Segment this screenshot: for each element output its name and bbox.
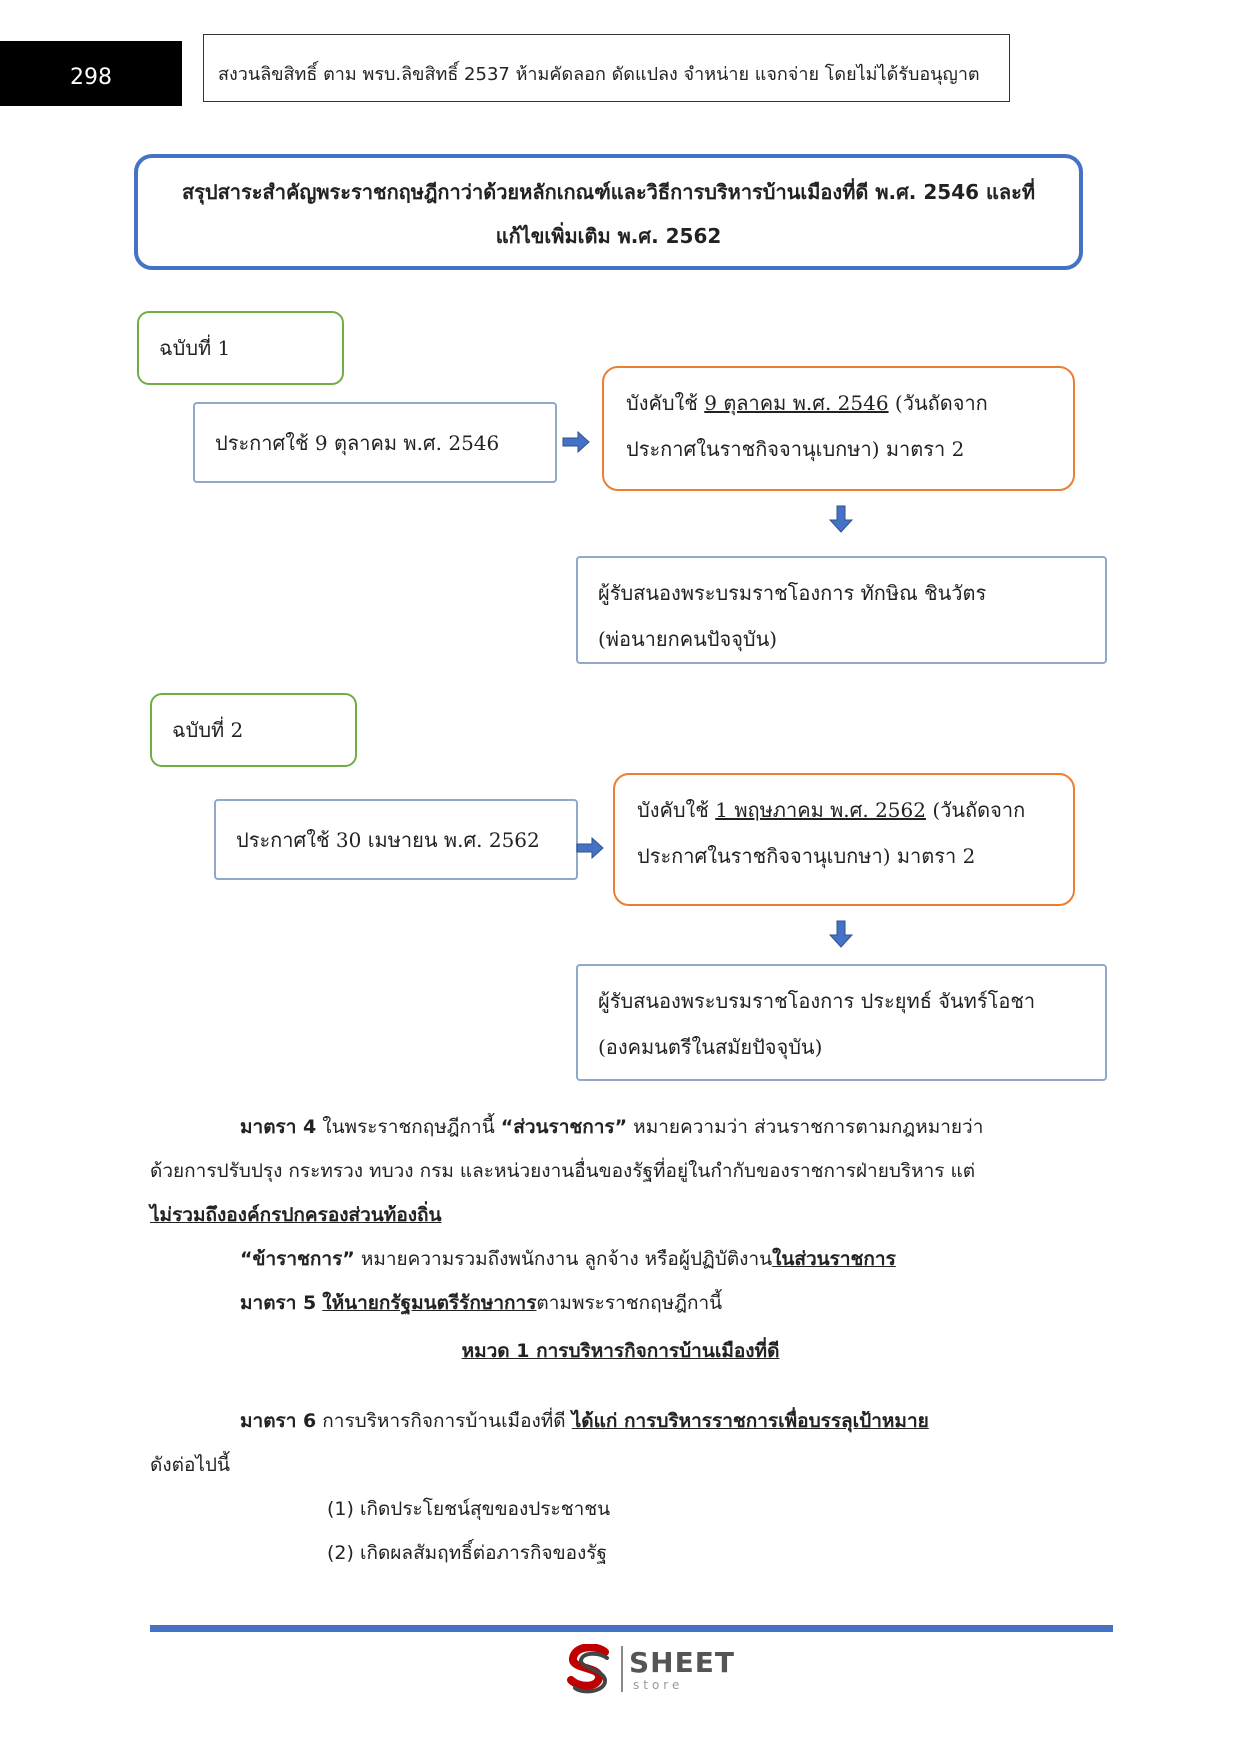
edition2-responsible-line1: ผู้รับสนองพระบรมราชโองการ ประยุทธ์ จันทร์โอชา	[598, 989, 1036, 1013]
edition2-responsible	[576, 964, 1107, 1081]
edition2-effective-date: 1 พฤษภาคม พ.ศ. 2562	[715, 798, 926, 822]
edition2-responsible-line2: (องคมนตรีในสมัยปัจจุบัน)	[598, 1035, 823, 1059]
section6-line1: มาตรา 6 การบริหารกิจการบ้านเมืองที่ดี ได้แก่ การบริหารราชการเพื่อบรรลุเป้าหมาย	[240, 1410, 929, 1432]
copyright-header: สงวนลิขสิทธิ์ ตาม พรบ.ลิขสิทธิ์ 2537 ห้ามคัดลอก ดัดแปลง จำหน่าย แจกจ่าย โดยไม่ได้รับอนุญาต	[203, 34, 1010, 102]
edition1-responsible-line2: (พ่อนายกคนปัจจุบัน)	[598, 627, 778, 651]
section4-line1: มาตรา 4 ในพระราชกฤษฎีกานี้ “ส่วนราชการ” หมายความว่า ส่วนราชการตามกฎหมายว่า	[240, 1116, 984, 1138]
logo-word: SHEET	[629, 1646, 735, 1679]
section4-line2: ด้วยการปรับปรุง กระทรวง ทบวง กรม และหน่วยงานอื่นของรัฐที่อยู่ในกำกับของราชการฝ่ายบริหาร แต่	[150, 1160, 976, 1182]
edition1-effective-date: 9 ตุลาคม พ.ศ. 2546	[704, 391, 889, 415]
edition1-label: ฉบับที่ 1	[137, 311, 344, 385]
edition2-effective	[613, 773, 1075, 906]
edition1-effective	[602, 366, 1075, 491]
footer-rule	[150, 1625, 1113, 1632]
title-line2: แก้ไขเพิ่มเติม พ.ศ. 2562	[495, 224, 722, 248]
section6-item2: (2) เกิดผลสัมฤทธิ์ต่อภารกิจของรัฐ	[327, 1542, 607, 1564]
title-line1: สรุปสาระสำคัญพระราชกฤษฎีกาว่าด้วยหลักเกณฑ์และวิธีการบริหารบ้านเมืองที่ดี พ.ศ. 2546 และที่	[181, 180, 1036, 204]
section6-item1: (1) เกิดประโยชน์สุขของประชาชน	[327, 1498, 611, 1520]
edition2-effective-line1: บังคับใช้ 1 พฤษภาคม พ.ศ. 2562 (วันถัดจาก	[637, 798, 1026, 822]
edition1-responsible-line1: ผู้รับสนองพระบรมราชโองการ ทักษิณ ชินวัตร	[598, 581, 987, 605]
edition1-effective-line1: บังคับใช้ 9 ตุลาคม พ.ศ. 2546 (วันถัดจาก	[626, 391, 988, 415]
edition1-responsible	[576, 556, 1107, 664]
arrow-down-icon	[829, 920, 853, 948]
edition2-effective-line2: ประกาศในราชกิจจานุเบกษา) มาตรา 2	[637, 844, 976, 868]
arrow-down-icon	[829, 505, 853, 533]
logo-divider	[621, 1646, 623, 1692]
section4-line3: ไม่รวมถึงองค์กรปกครองส่วนท้องถิ่น	[150, 1204, 442, 1226]
section6-line2: ดังต่อไปนี้	[150, 1454, 230, 1476]
edition1-announced: ประกาศใช้ 9 ตุลาคม พ.ศ. 2546	[193, 402, 557, 483]
edition2-label: ฉบับที่ 2	[150, 693, 357, 767]
sheet-store-logo	[565, 1644, 745, 1696]
chapter-heading: หมวด 1 การบริหารกิจการบ้านเมืองที่ดี	[461, 1340, 780, 1362]
edition1-effective-line2: ประกาศในราชกิจจานุเบกษา) มาตรา 2	[626, 437, 965, 461]
section4-definition2: “ข้าราชการ” หมายความรวมถึงพนักงาน ลูกจ้าง หรือผู้ปฏิบัติงานในส่วนราชการ	[240, 1248, 896, 1270]
section5: มาตรา 5 ให้นายกรัฐมนตรีรักษาการตามพระราชกฤษฎีกานี้	[240, 1292, 723, 1314]
logo-sub: store	[633, 1678, 684, 1692]
document-title	[134, 154, 1083, 270]
arrow-right-icon	[576, 837, 604, 859]
arrow-right-icon	[562, 431, 590, 453]
page-number: 298	[0, 41, 182, 106]
sheet-logo-icon	[565, 1644, 615, 1696]
edition2-announced: ประกาศใช้ 30 เมษายน พ.ศ. 2562	[214, 799, 578, 880]
